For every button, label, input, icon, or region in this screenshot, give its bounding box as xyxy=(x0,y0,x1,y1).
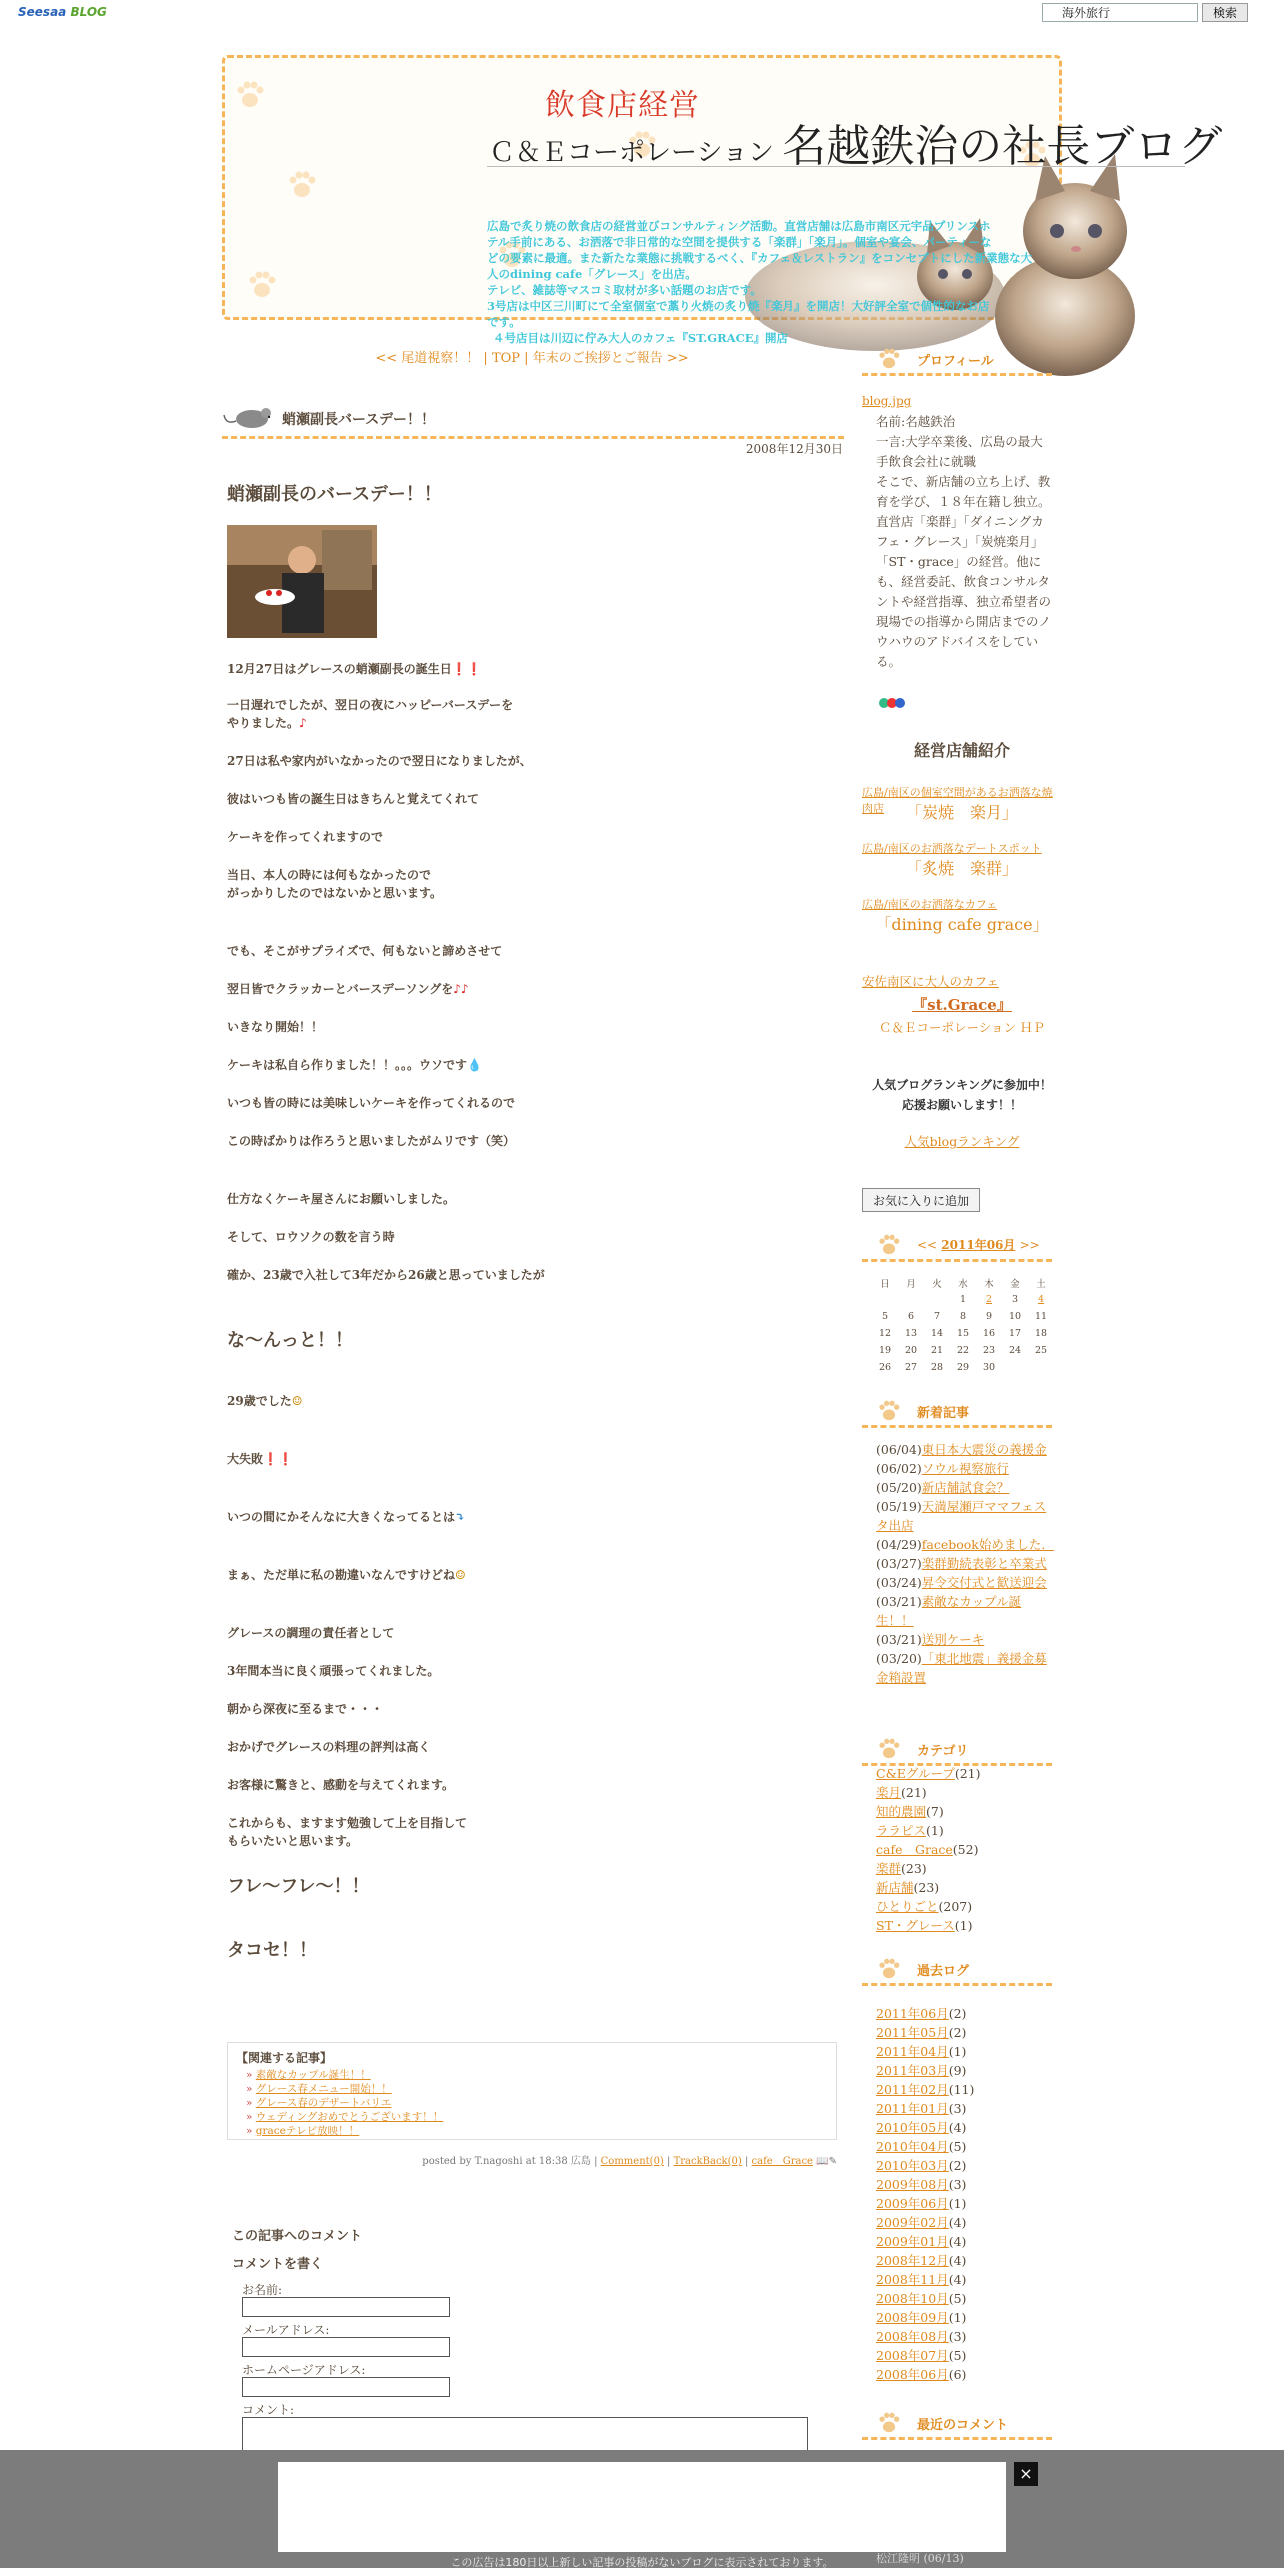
email-label: メールアドレス: xyxy=(242,2323,330,2337)
archive-item[interactable]: 2011年01月(3) xyxy=(876,2101,967,2116)
post-title[interactable]: 蛸瀬副長バースデー！！ xyxy=(282,412,436,428)
category-item[interactable]: 楽群(23) xyxy=(876,1861,927,1876)
category-item[interactable]: 知的農園(7) xyxy=(876,1804,944,1819)
calendar-header xyxy=(862,1226,1052,1262)
tag-link[interactable]: cafe Grace xyxy=(751,2156,813,2167)
category-header: カテゴリ xyxy=(862,1730,1052,1766)
recent-post-item[interactable]: (03/21)素敵なカップル誕生！！ xyxy=(876,1594,1022,1628)
corp-hp-link[interactable]: Ｃ＆Ｅコーポレーション ＨＰ xyxy=(879,1020,1045,1035)
category-item[interactable]: 楽月(21) xyxy=(876,1785,927,1800)
search-button[interactable]: 検索 xyxy=(1202,3,1248,22)
paw-icon xyxy=(245,268,279,302)
archive-item[interactable]: 2008年07月(5) xyxy=(876,2348,967,2363)
paw-icon xyxy=(876,2410,902,2436)
name-field[interactable] xyxy=(242,2297,450,2317)
post-footer: posted by T.nagoshi at 18:38 広島 | Comment(0) | TrackBack(0) | cafe Grace 📖✎ xyxy=(422,2156,837,2167)
mouse-icon xyxy=(222,403,274,433)
archive-item[interactable]: 2011年02月(11) xyxy=(876,2082,975,2097)
face-icon: ☺ xyxy=(455,1568,466,1582)
homepage-label: ホームページアドレス: xyxy=(242,2363,366,2377)
related-item[interactable]: » 素敵なカップル誕生！！ xyxy=(246,2069,371,2081)
cal-day-link[interactable]: 2 xyxy=(985,1294,993,1305)
paw-icon xyxy=(876,1956,902,1982)
archive-item[interactable]: 2008年11月(4) xyxy=(876,2272,967,2287)
cal-next[interactable]: >> xyxy=(1019,1238,1040,1252)
category-item[interactable]: ST・グレース(1) xyxy=(876,1918,973,1933)
shop-link-rakugun[interactable]: 「炙焼 楽群」 xyxy=(905,859,1018,878)
write-comment-heading: コメントを書く xyxy=(232,2257,324,2272)
comment-label: コメント: xyxy=(242,2403,295,2417)
face-icon: ☺ xyxy=(291,1394,303,1408)
bookmark-icon[interactable]: 📖 xyxy=(816,2156,829,2167)
archive-item[interactable]: 2008年06月(6) xyxy=(876,2367,967,2382)
category-item[interactable]: 新店舗(23) xyxy=(876,1880,940,1895)
category-item[interactable]: ララピス(1) xyxy=(876,1823,944,1838)
archive-item[interactable]: 2009年02月(4) xyxy=(876,2215,967,2230)
music-note-icon: ♪ xyxy=(299,716,307,730)
name-label: お名前: xyxy=(242,2283,283,2297)
profile-text: 名前:名越鉄治 一言:大学卒業後、広島の最大手飲食会社に就職 そこで、新店舗の立ち上げ、教育を学び、１８年在籍し独立。 直営店「楽群」「ダイニングカフェ・グレース」「炭焼楽月」「ST・grace」の経営。他にも、経営委託、飲食コンサルタントや経営指導、独立希望者の現場での指導から開店までのノウハウのアドバイスをしている。 xyxy=(876,414,1052,669)
category-item[interactable]: cafe Grace(52) xyxy=(876,1842,979,1857)
exclamation-icon: ❗❗ xyxy=(263,1452,293,1466)
recent-post-item[interactable]: (03/27)楽群勤続表彰と卒業式 xyxy=(876,1556,1047,1571)
paw-icon xyxy=(876,1736,902,1762)
category-item[interactable]: ひとりごと(207) xyxy=(876,1899,973,1914)
archive-item[interactable]: 2009年01月(4) xyxy=(876,2234,967,2249)
archive-item[interactable]: 2010年05月(4) xyxy=(876,2120,967,2135)
archive-list xyxy=(876,2004,1054,2384)
emphasis-text: な～んっと！！ xyxy=(227,1330,353,1351)
shop4-sub-link[interactable]: 安佐南区に大人のカフェ xyxy=(862,974,999,989)
ranking-text-2: 応援お願いします！！ xyxy=(901,1098,1022,1112)
recent-post-item[interactable]: (03/24)昇令交付式と歓送迎会 xyxy=(876,1575,1047,1590)
archive-item[interactable]: 2011年05月(2) xyxy=(876,2025,967,2040)
edit-icon[interactable]: ✎ xyxy=(828,2156,837,2167)
post-navigation: << 尾道視察！！ | TOP | 年末のご挨拶とご報告 >> xyxy=(375,351,689,366)
paw-icon xyxy=(876,1232,902,1258)
close-ad-button[interactable]: × xyxy=(1014,2462,1038,2486)
exclamation-icon: ❗❗ xyxy=(451,662,482,676)
search-input[interactable] xyxy=(1042,3,1198,22)
archive-header: 過去ログ xyxy=(862,1950,1052,1986)
related-item[interactable]: » ウェディングおめでとうございます！！ xyxy=(246,2111,444,2123)
paw-icon xyxy=(285,168,319,202)
arrow-icon: ⤵ xyxy=(455,1510,466,1524)
paw-icon xyxy=(876,346,902,372)
seesaa-blog-logo[interactable]: Seesaa BLOG xyxy=(18,5,107,19)
sweat-drop-icon: 💧 xyxy=(467,1058,482,1072)
comment-link[interactable]: Comment(0) xyxy=(600,2156,664,2167)
category-item[interactable]: C&Eグループ(21) xyxy=(876,1766,981,1781)
post-header xyxy=(222,403,844,439)
comments-heading: この記事へのコメント xyxy=(232,2229,363,2244)
post-date: 2008年12月30日 xyxy=(745,442,843,456)
recent-post-item[interactable]: (05/20)新店舗試食会？ xyxy=(876,1480,1010,1495)
recent-posts-header: 新着記事 xyxy=(862,1392,1052,1428)
paw-icon xyxy=(233,78,267,112)
ad-banner[interactable] xyxy=(278,2462,1006,2552)
recent-posts-list xyxy=(876,1440,1054,1687)
recent-comment-snippet[interactable]: 松江隆明 (06/13) xyxy=(876,2552,964,2565)
profile-image: blog.jpg xyxy=(862,394,912,408)
shops-title: 経営店舗紹介 xyxy=(913,741,1010,760)
recent-post-item[interactable]: (03/21)送別ケーキ xyxy=(876,1632,985,1647)
shop-link-rakugetsu[interactable]: 「炭焼 楽月」 xyxy=(905,803,1018,822)
related-item[interactable]: » グレース春のデザートバリエ xyxy=(246,2097,392,2109)
trackback-link[interactable]: TrackBack(0) xyxy=(673,2156,742,2167)
recent-post-item[interactable]: (04/29)facebook始めました． xyxy=(876,1537,1054,1552)
homepage-field[interactable] xyxy=(242,2377,450,2397)
cal-prev[interactable]: << xyxy=(917,1238,938,1252)
top-bar xyxy=(0,0,1284,26)
ad-note: この広告は180日以上新しい記事の投稿がないブログに表示されております。 xyxy=(450,2556,834,2569)
shop-link-st-grace[interactable]: 『st.Grace』 xyxy=(912,996,1012,1014)
related-item[interactable]: » graceテレビ放映！！ xyxy=(246,2125,360,2137)
ranking-text: 人気ブログランキングに参加中！ xyxy=(872,1078,1052,1092)
archive-item[interactable]: 2011年03月(9) xyxy=(876,2063,967,2078)
post-heading: 蛸瀬副長のバースデー！！ xyxy=(227,484,442,505)
email-field[interactable] xyxy=(242,2337,450,2357)
archive-item[interactable]: 2008年10月(5) xyxy=(876,2291,967,2306)
ranking-link[interactable]: 人気blogランキング xyxy=(904,1134,1020,1149)
blog-description: 広島で炙り焼の飲食店の経営並びコンサルティング活動。直営店舗は広島市南区元宇品プリンスホ テル手前にある、お洒落で非日常的な空間を提供する「楽群」「楽月」。個室や宴会、パーティーな どの要素に最適。また新たな業態に挑戦するべく、『カフェ＆レストラン』をコンセプトにした新業態な大 人のdining cafe「グレース」を出店。 テレビ、雑誌等マスコミ取材が多い話題のお店です。 3号店は中区三川町にて全室個室で藁り火焼の炙り焼『楽月』を開店！大好評全室で個性的なお店 です。 ４号店目は川辺に佇み大人のカフェ『ST.GRACE』開店 xyxy=(487,219,1033,345)
related-posts: 【関連する記事】 » 素敵なカップル誕生！！ » グレース春メニュー開始！！ » グレース春のデザートバリエ » ウェディングおめでとうございます！！ » graceテレビ放映！！ xyxy=(227,2042,837,2140)
shop-sub-link[interactable]: 広島/南区のお洒落なカフェ xyxy=(862,898,998,911)
archive-item[interactable]: 2010年03月(2) xyxy=(876,2158,967,2173)
add-favorite-button[interactable]: お気に入りに追加 xyxy=(862,1188,980,1212)
archive-item[interactable]: 2010年04月(5) xyxy=(876,2139,967,2154)
prev-post-link[interactable]: << 尾道視察！！ xyxy=(375,351,480,366)
paw-icon xyxy=(876,1398,902,1424)
profile-header: プロフィール xyxy=(862,340,1052,376)
archive-item[interactable]: 2011年06月(2) xyxy=(876,2006,967,2021)
blog-header xyxy=(222,55,1223,345)
archive-item[interactable]: 2011年04月(1) xyxy=(876,2044,967,2059)
shop-sub-link[interactable]: 広島/南区のお洒落なデートスポット xyxy=(862,842,1042,855)
post-photo[interactable] xyxy=(227,525,377,638)
ad-overlay xyxy=(0,2450,1284,2568)
recent-post-item[interactable]: (06/02)ソウル視察旅行 xyxy=(876,1461,1009,1476)
cal-month[interactable]: 2011年06月 xyxy=(941,1238,1016,1252)
related-item[interactable]: » グレース春メニュー開始！！ xyxy=(246,2083,392,2095)
recent-post-item[interactable]: (05/19)天満屋瀬戸ママフェスタ出店 xyxy=(876,1499,1047,1533)
recent-post-item[interactable]: (03/20)「東北地震」義援金募金箱設置 xyxy=(876,1651,1047,1685)
top-link[interactable]: TOP xyxy=(491,351,521,366)
shop-sub-link[interactable]: 広島/南区の個室空間があるお洒落な焼肉店 xyxy=(862,786,1053,815)
cal-day-link[interactable]: 4 xyxy=(1037,1294,1045,1305)
cheer-text: フレ～フレ～！！ xyxy=(227,1876,370,1897)
archive-item[interactable]: 2008年09月(1) xyxy=(876,2310,967,2325)
header-divider xyxy=(487,166,1185,167)
recent-post-item[interactable]: (06/04)東日本大震災の義援金 xyxy=(876,1442,1047,1457)
name-text: タコセ！！ xyxy=(227,1940,317,1961)
music-note-icon: ♪♪ xyxy=(453,982,469,996)
archive-item[interactable]: 2009年06月(1) xyxy=(876,2196,967,2211)
category-list xyxy=(876,1764,1054,1935)
archive-item[interactable]: 2009年08月(3) xyxy=(876,2177,967,2192)
header-subtitle: 飲食店経営 xyxy=(545,88,700,123)
next-post-link[interactable]: 年末のご挨拶とご報告 >> xyxy=(532,351,689,366)
archive-item[interactable]: 2008年12月(4) xyxy=(876,2253,967,2268)
badge-icon xyxy=(878,696,906,710)
blog-title[interactable]: Ｃ＆Ｅコーポレーション 名越鉄治の社長ブログ xyxy=(489,121,1223,172)
shop-link-grace[interactable]: 「dining cafe grace」 xyxy=(875,915,1049,934)
recent-comments-header: 最近のコメント xyxy=(862,2404,1052,2440)
archive-item[interactable]: 2008年08月(3) xyxy=(876,2329,967,2344)
calendar: 日 月 火 水 木 金 土 1 2 3 4 5 6 7 8 9 10 11 12 13 14 15 16 17 18 19 20 21 22 23 24 25 26 27 28 29 30 xyxy=(872,1274,1054,1376)
